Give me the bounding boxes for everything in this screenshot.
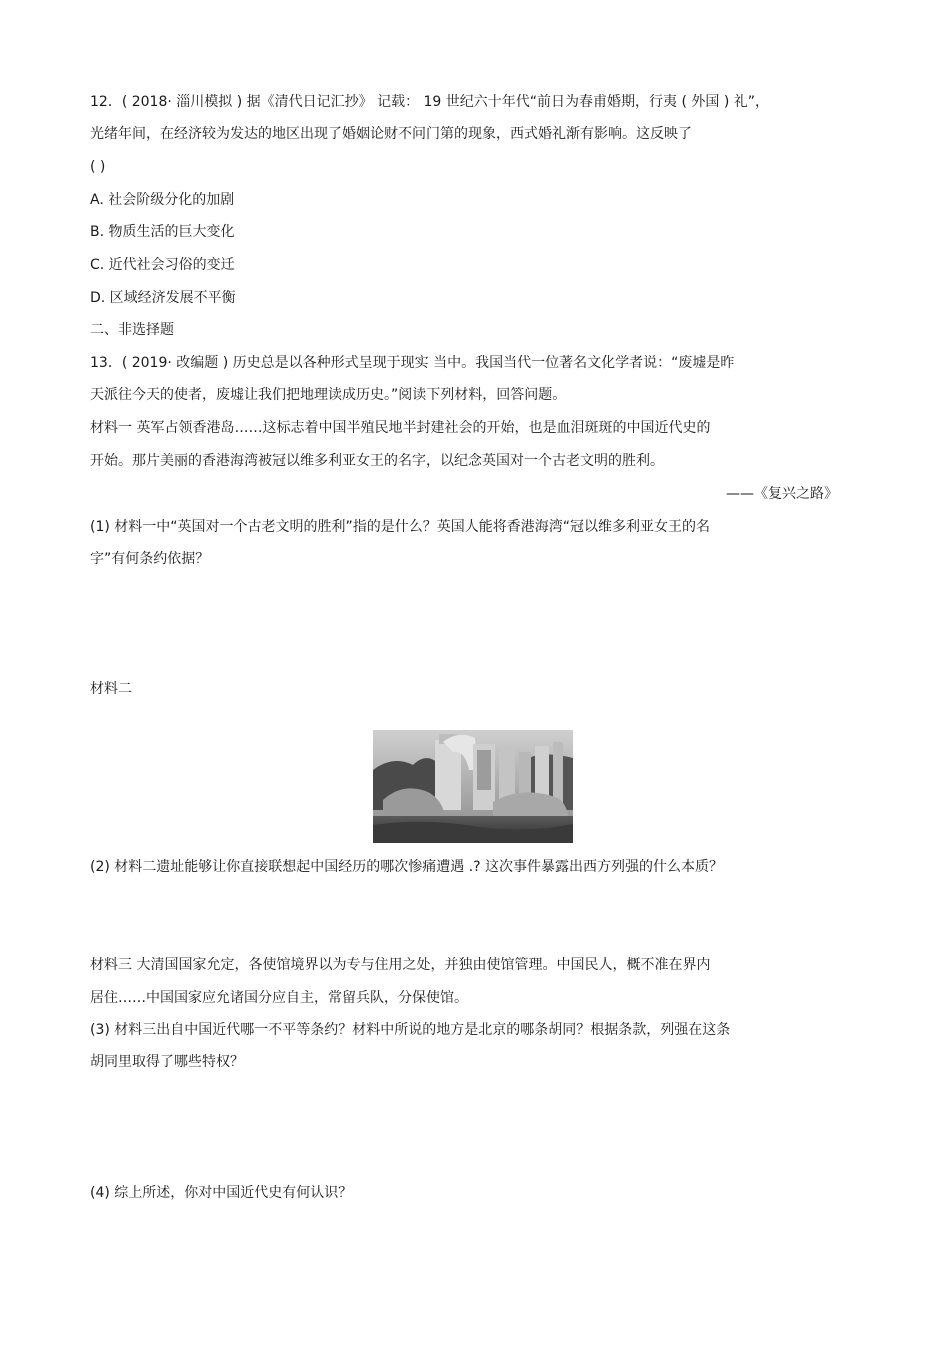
sub-question-1-line-1: (1) 材料一中“英国对一个古老文明的胜利”指的是什么？英国人能将香港海湾“冠以维多利亚女王的名 (90, 519, 711, 535)
material-1-source: ——《复兴之路》 (726, 486, 838, 502)
q12-option-b: B. 物质生活的巨大变化 (90, 224, 235, 240)
q12-stem-line-1: 12．( 2018· 淄川模拟 ) 据《清代日记汇抄》 记载： 19 世纪六十年代“前日为春甫婚期，行夷 ( 外国 ) 礼”， (90, 94, 770, 110)
sub-question-4: (4) 综上所述，你对中国近代史有何认识？ (90, 1185, 353, 1201)
q12-answer-bracket: ( ) (90, 159, 106, 175)
q13-stem-line-1: 13．( 2019· 改编题 ) 历史总是以各种形式呈现于现实 当中。我国当代一位著名文化学者说：“废墟是昨 (90, 355, 735, 371)
q12-stem-line-2: 光绪年间，在经济较为发达的地区出现了婚姻论财不问门第的现象，西式婚礼渐有影响。这反映了 (90, 126, 692, 142)
sub-question-3-line-1: (3) 材料三出自中国近代哪一不平等条约？材料中所说的地方是北京的哪条胡同？根据条款，列强在这条 (90, 1022, 731, 1038)
q12-option-a: A. 社会阶级分化的加剧 (90, 192, 235, 208)
q13-stem-line-2: 天派往今天的使者，废墟让我们把地理读成历史。”阅读下列材料，回答问题。 (90, 387, 567, 403)
sub-question-3-line-2: 胡同里取得了哪些特权？ (90, 1054, 244, 1070)
material-3-line-1: 材料三 大清国国家允定，各使馆境界以为专与住用之处，并独由使馆管理。中国民人，概不准在界内 (90, 957, 711, 973)
ruins-photo (373, 730, 573, 843)
material-3-line-2: 居住……中国国家应允诸国分应自主，常留兵队，分保使馆。 (90, 990, 468, 1006)
material-2-label: 材料二 (90, 681, 132, 697)
material-1-line-1: 材料一 英军占领香港岛……这标志着中国半殖民地半封建社会的开始，也是血泪斑斑的中国近代史的 (90, 420, 711, 436)
ruins-photo-illustration (373, 730, 573, 843)
section-heading: 二、非选择题 (90, 322, 174, 338)
q12-option-d: D. 区域经济发展不平衡 (90, 290, 236, 306)
sub-question-2: (2) 材料二遗址能够让你直接联想起中国经历的哪次惨痛遭遇 .? 这次事件暴露出西方列强的什么本质？ (90, 859, 724, 875)
sub-question-1-line-2: 字”有何条约依据？ (90, 551, 210, 567)
q12-option-c: C. 近代社会习俗的变迁 (90, 257, 235, 273)
material-1-line-2: 开始。那片美丽的香港海湾被冠以维多利亚女王的名字，以纪念英国对一个古老文明的胜利。 (90, 453, 664, 469)
